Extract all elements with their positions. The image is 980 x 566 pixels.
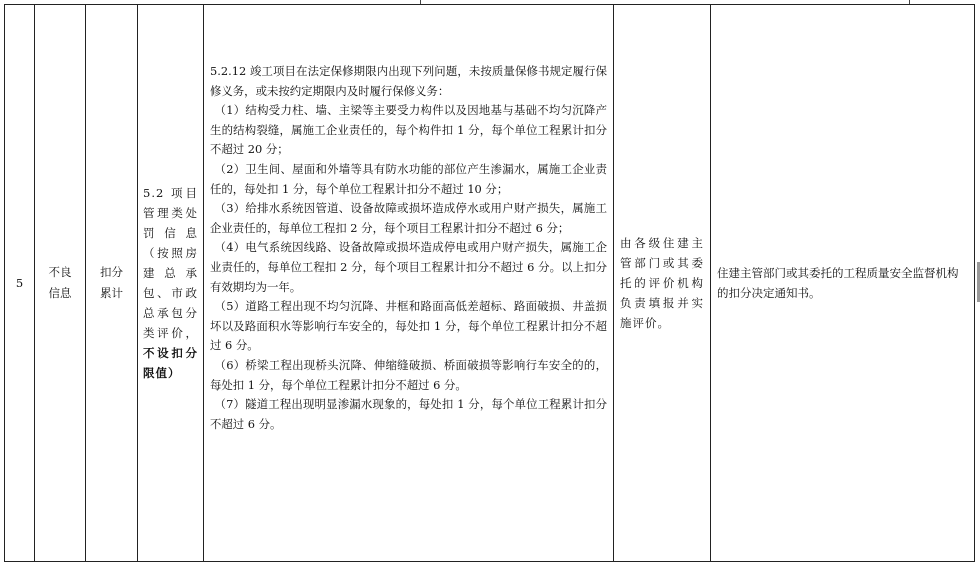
standard-heading: 5.2.12 竣工项目在法定保修期限内出现下列问题，未按质量保修书规定履行保修义务，或未按约定期限内及时履行保修义务： bbox=[210, 64, 607, 98]
info-category-line: 不良 bbox=[48, 265, 72, 279]
standard-item: （3）给排水系统因管道、设备故障或损坏造成停水或用户财产损失，属施工企业责任的，每单位工程扣 2 分，每个项目工程累计扣分不超过 6 分； bbox=[210, 201, 607, 235]
table-row bbox=[5, 5, 975, 562]
evaluation-item-text: 5.2 项目管理类处罚信息（按照房建总承包、市政总承包分类评价， bbox=[143, 186, 198, 340]
scoring-method-line: 扣分 bbox=[100, 265, 123, 279]
scoring-method-line: 累计 bbox=[100, 286, 123, 300]
evaluation-item-bold-text: 不设扣分限值） bbox=[143, 346, 198, 380]
deduction-standard-cell bbox=[204, 5, 614, 562]
evaluation-item-cell bbox=[138, 5, 204, 562]
standard-item: （1）结构受力柱、墙、主梁等主要受力构件以及因地基与基础不均匀沉降产生的结构裂缝，属施工企业责任的，每个构件扣 1 分，每个单位工程累计扣分不超过 20 分； bbox=[210, 103, 607, 157]
standard-item: （2）卫生间、屋面和外墙等具有防水功能的部位产生渗漏水，属施工企业责任的，每处扣 1 分，每个单位工程累计扣分不超过 10 分； bbox=[210, 161, 607, 196]
evidence-basis-cell: 住建主管部门或其委托的工程质量安全监督机构的扣分决定通知书。 bbox=[711, 5, 975, 562]
responsible-party-cell: 由各级住建主管部门或其委托的评价机构负责填报并实施评价。 bbox=[614, 5, 711, 562]
standard-item: （5）道路工程出现不均匀沉降、井框和路面高低差超标、路面破损、井盖损坏以及路面积水等影响行车安全的，每处扣 1 分，每个单位工程累计扣分不超过 6 分。 bbox=[210, 299, 607, 353]
standard-item: （4）电气系统因线路、设备故障或损坏造成停电或用户财产损失，属施工企业责任的，每单位工程扣 2 分，每个项目工程累计扣分不超过 6 分。以上扣分有效期均为一年。 bbox=[210, 240, 607, 294]
info-category-line: 信息 bbox=[48, 286, 72, 300]
standard-item: （7）隧道工程出现明显渗漏水现象的，每处扣 1 分，每个单位工程累计扣分不超过 6 分。 bbox=[210, 397, 607, 431]
evaluation-table bbox=[4, 4, 975, 562]
info-category-cell bbox=[35, 5, 86, 562]
standard-item: （6）桥梁工程出现桥头沉降、伸缩缝破损、桥面破损等影响行车安全的的，每处扣 1 分，每个单位工程累计扣分不超过 6 分。 bbox=[210, 357, 607, 392]
scoring-method-cell bbox=[86, 5, 138, 562]
row-number: 5 bbox=[5, 5, 35, 562]
